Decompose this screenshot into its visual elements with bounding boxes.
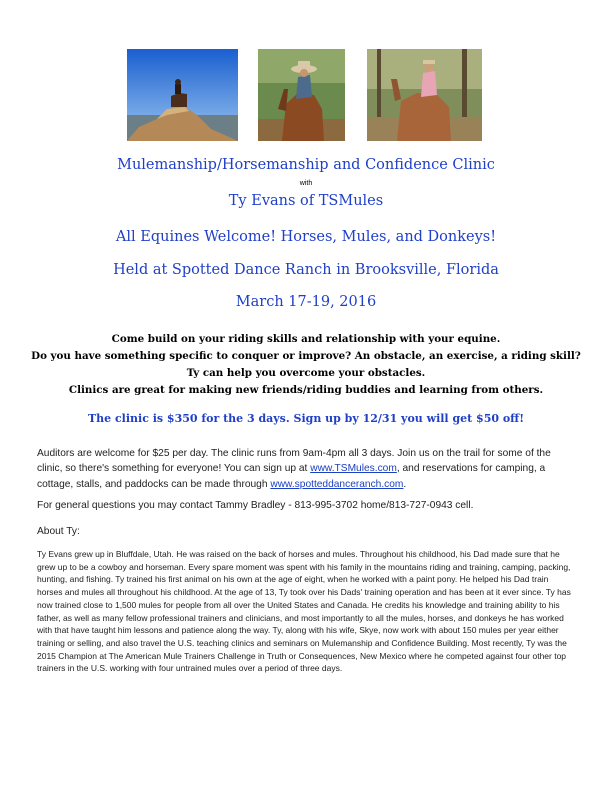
photo-cowboy-on-mule-image	[258, 49, 345, 141]
auditors-paragraph	[37, 446, 575, 492]
intro-block	[0, 331, 612, 399]
auditors-text-2: , and reservations for camping, a cottage, stalls, and paddocks can be made through	[37, 463, 546, 490]
tagline: All Equines Welcome! Horses, Mules, and Donkeys!	[115, 229, 497, 245]
bio-paragraph: Ty Evans grew up in Bluffdale, Utah. He was raised on the back of horses and mules. Throughout his childhood, his Dad made sure that he grew up to be a cowboy and horseman. Every spare moment was spent with his family in the mountains riding and training, camping, packing, hunting, and fishing. Ty trained his first animal on his own at the age of eight, when he worked with a paint pony. He helped his Dad train horses and mules all throughout his childhood. At the age of 13, Ty took over his Dads' training operation and has been at it ever since. Ty has now trained close to 1,500 mules for people from all over the United States and Canada. He credits his knowledge and training ability to his father, as well as many fellow professional trainers and clinicians, and most importantly to all the mules, horses, and donkeys he has worked with that have taught him lessons and patience along the way. Ty, along with his wife, Skye, now work with about 150 mules per year either training or selling, and also travel the U.S. teaching clinics and seminars on Mulemanship and Confidence Building. Most recently, Ty was the 2015 Champion at The American Mule Trainers Challenge in Truth or Consequences, New Mexico where he competed against four other top trainers in the U.S. working with four untrained mules over a period of three days.	[37, 549, 571, 674]
intro-line: Come build on your riding skills and relationship with your equine.	[111, 333, 501, 345]
spotted-dance-ranch-link[interactable]: www.spotteddanceranch.com	[270, 478, 404, 490]
tsmules-link[interactable]: www.TSMules.com	[310, 463, 397, 475]
instructor-name: Ty Evans of TSMules	[228, 193, 384, 209]
auditors-text-3: .	[403, 478, 407, 490]
intro-line: Do you have something specific to conquer or improve? An obstacle, an exercise, a riding skill?	[31, 350, 581, 362]
auditors-text-1: Auditors are welcome for $25 per day. The clinic runs from 9am-4pm all 3 days. Join us on the trail for some of the clinic, so there's something for everyone! You can sign up at	[37, 448, 551, 475]
about-heading: About Ty:	[37, 526, 80, 537]
photo-rider-on-rocks	[127, 49, 238, 141]
intro-line: Clinics are great for making new friends/riding buddies and learning from others.	[68, 384, 544, 396]
dates: March 17-19, 2016	[235, 294, 377, 310]
contact-paragraph: For general questions you may contact Tammy Bradley - 813-995-3702 home/813-727-0943 cell.	[37, 500, 474, 511]
photo-rider-in-woods-image	[367, 49, 482, 141]
clinic-title: Mulemanship/Horsemanship and Confidence Clinic	[117, 157, 495, 173]
photo-rider-on-rocks-image	[127, 49, 238, 141]
intro-line: Ty can help you overcome your obstacles.	[186, 367, 426, 379]
photo-cowboy-on-mule	[258, 49, 345, 141]
photo-rider-in-woods	[367, 49, 482, 141]
price-offer: The clinic is $350 for the 3 days. Sign up by 12/31 you will get $50 off!	[87, 412, 525, 425]
location: Held at Spotted Dance Ranch in Brooksville, Florida	[113, 262, 499, 278]
with-label: with	[299, 180, 313, 187]
